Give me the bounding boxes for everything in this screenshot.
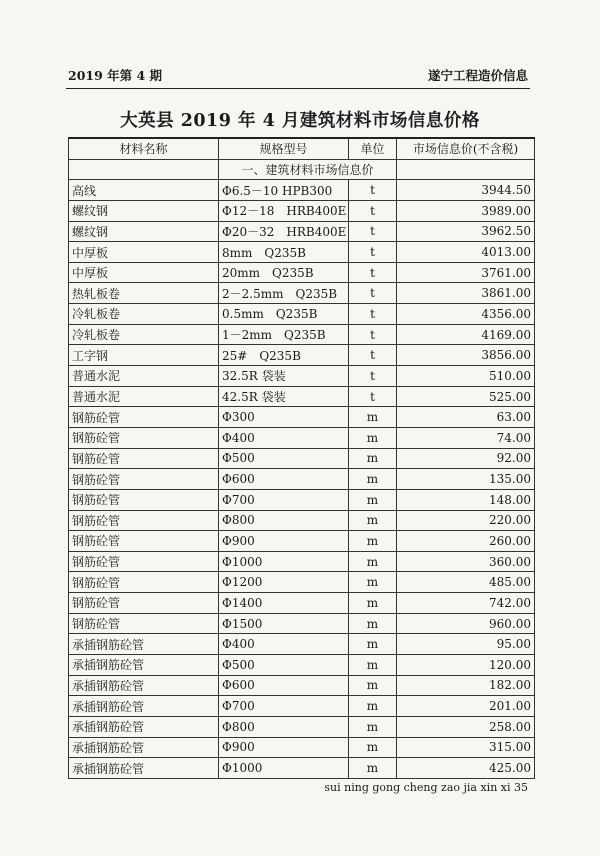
material-name: 承插钢筋砼管: [69, 655, 219, 676]
market-price: 3761.00: [397, 262, 535, 283]
material-name: 钢筋砼管: [69, 593, 219, 614]
spec-model: Φ500: [219, 448, 349, 469]
material-name: 中厚板: [69, 242, 219, 263]
table-row: [69, 696, 535, 717]
material-name: 承插钢筋砼管: [69, 716, 219, 737]
unit: m: [349, 572, 397, 593]
market-price: 4356.00: [397, 304, 535, 325]
page-footer: sui ning gong cheng zao jia xin xi 35: [324, 781, 528, 794]
material-name: 钢筋砼管: [69, 531, 219, 552]
table-row: [69, 634, 535, 655]
table-row: [69, 510, 535, 531]
spec-model: Φ400: [219, 427, 349, 448]
market-price: 74.00: [397, 427, 535, 448]
market-price: 525.00: [397, 386, 535, 407]
spec-model: Φ700: [219, 696, 349, 717]
market-price: 4013.00: [397, 242, 535, 263]
table-row: [69, 324, 535, 345]
market-price: 260.00: [397, 531, 535, 552]
unit: m: [349, 531, 397, 552]
market-price: 4169.00: [397, 324, 535, 345]
table-row: [69, 448, 535, 469]
market-price: 182.00: [397, 675, 535, 696]
unit: m: [349, 675, 397, 696]
table-row: [69, 283, 535, 304]
table-row: [69, 180, 535, 201]
issue-label: 2019 年第 4 期: [68, 68, 163, 83]
section-row: [69, 159, 535, 180]
publication-name: 遂宁工程造价信息: [427, 68, 528, 83]
table-row: [69, 716, 535, 737]
table-row: [69, 386, 535, 407]
col-header-price: 市场信息价(不含税): [397, 138, 535, 159]
spec-model: 20mm Q235B: [219, 262, 349, 283]
material-name: 承插钢筋砼管: [69, 696, 219, 717]
material-name: 承插钢筋砼管: [69, 675, 219, 696]
table-row: [69, 572, 535, 593]
market-price: 960.00: [397, 613, 535, 634]
header-rule: [66, 88, 530, 89]
table-row: [69, 531, 535, 552]
material-name: 普通水泥: [69, 366, 219, 387]
unit: m: [349, 593, 397, 614]
unit: t: [349, 200, 397, 221]
market-price: 258.00: [397, 716, 535, 737]
spec-model: Φ1500: [219, 613, 349, 634]
material-name: 承插钢筋砼管: [69, 737, 219, 758]
table-row: [69, 366, 535, 387]
market-price: 510.00: [397, 366, 535, 387]
unit: m: [349, 427, 397, 448]
col-header-unit: 单位: [349, 138, 397, 159]
material-name: 螺纹钢: [69, 200, 219, 221]
table-row: [69, 737, 535, 758]
market-price: 201.00: [397, 696, 535, 717]
unit: t: [349, 242, 397, 263]
table-row: [69, 655, 535, 676]
material-name: 钢筋砼管: [69, 489, 219, 510]
unit: m: [349, 716, 397, 737]
unit: t: [349, 345, 397, 366]
market-price: 220.00: [397, 510, 535, 531]
spec-model: Φ1000: [219, 551, 349, 572]
material-name: 钢筋砼管: [69, 572, 219, 593]
spec-model: Φ500: [219, 655, 349, 676]
section-title: 一、建筑材料市场信息价: [219, 159, 397, 180]
spec-model: Φ1400: [219, 593, 349, 614]
table-row: [69, 427, 535, 448]
table-row: [69, 469, 535, 490]
spec-model: Φ600: [219, 675, 349, 696]
market-price: 3861.00: [397, 283, 535, 304]
spec-model: Φ400: [219, 634, 349, 655]
unit: m: [349, 407, 397, 428]
unit: t: [349, 304, 397, 325]
material-name: 螺纹钢: [69, 221, 219, 242]
market-price: 3962.50: [397, 221, 535, 242]
material-name: 中厚板: [69, 262, 219, 283]
unit: m: [349, 696, 397, 717]
market-price: 742.00: [397, 593, 535, 614]
market-price: 3856.00: [397, 345, 535, 366]
market-price: 148.00: [397, 489, 535, 510]
spec-model: Φ700: [219, 489, 349, 510]
table-row: [69, 551, 535, 572]
market-price: 135.00: [397, 469, 535, 490]
unit: m: [349, 634, 397, 655]
table-row: [69, 304, 535, 325]
market-price: 360.00: [397, 551, 535, 572]
table-row: [69, 675, 535, 696]
unit: m: [349, 737, 397, 758]
material-name: 普通水泥: [69, 386, 219, 407]
table-row: [69, 489, 535, 510]
material-name: 承插钢筋砼管: [69, 634, 219, 655]
material-name: 钢筋砼管: [69, 448, 219, 469]
unit: t: [349, 283, 397, 304]
table-row: [69, 613, 535, 634]
market-price: 63.00: [397, 407, 535, 428]
material-name: 承插钢筋砼管: [69, 758, 219, 779]
table-row: [69, 407, 535, 428]
unit: t: [349, 324, 397, 345]
spec-model: Φ800: [219, 716, 349, 737]
unit: t: [349, 366, 397, 387]
unit: m: [349, 489, 397, 510]
market-price: 120.00: [397, 655, 535, 676]
price-table: [68, 137, 535, 779]
spec-model: Φ800: [219, 510, 349, 531]
unit: t: [349, 221, 397, 242]
unit: m: [349, 448, 397, 469]
table-row: [69, 242, 535, 263]
unit: m: [349, 469, 397, 490]
spec-model: Φ1000: [219, 758, 349, 779]
market-price: 3944.50: [397, 180, 535, 201]
material-name: 冷轧板卷: [69, 324, 219, 345]
material-name: 钢筋砼管: [69, 469, 219, 490]
material-name: 钢筋砼管: [69, 427, 219, 448]
table-row: [69, 758, 535, 779]
unit: m: [349, 758, 397, 779]
table-row: [69, 200, 535, 221]
market-price: 425.00: [397, 758, 535, 779]
table-header-row: [69, 138, 535, 159]
spec-model: Φ6.5－10 HPB300: [219, 180, 349, 201]
material-name: 热轧板卷: [69, 283, 219, 304]
material-name: 钢筋砼管: [69, 407, 219, 428]
spec-model: 42.5R 袋装: [219, 386, 349, 407]
market-price: 92.00: [397, 448, 535, 469]
page-title: 大英县 2019 年 4 月建筑材料市场信息价格: [120, 111, 480, 131]
material-name: 工字钢: [69, 345, 219, 366]
spec-model: Φ900: [219, 531, 349, 552]
unit: m: [349, 655, 397, 676]
spec-model: 32.5R 袋装: [219, 366, 349, 387]
spec-model: 0.5mm Q235B: [219, 304, 349, 325]
material-name: 钢筋砼管: [69, 613, 219, 634]
material-name: 钢筋砼管: [69, 551, 219, 572]
material-name: 冷轧板卷: [69, 304, 219, 325]
spec-model: Φ12－18 HRB400E: [219, 200, 349, 221]
spec-model: 25# Q235B: [219, 345, 349, 366]
spec-model: Φ900: [219, 737, 349, 758]
unit: t: [349, 180, 397, 201]
table-row: [69, 262, 535, 283]
material-name: 钢筋砼管: [69, 510, 219, 531]
unit: t: [349, 386, 397, 407]
price-table-body: [69, 159, 535, 778]
spec-model: 1－2mm Q235B: [219, 324, 349, 345]
market-price: 95.00: [397, 634, 535, 655]
col-header-name: 材料名称: [69, 138, 219, 159]
spec-model: Φ20－32 HRB400E: [219, 221, 349, 242]
market-price: 485.00: [397, 572, 535, 593]
table-row: [69, 593, 535, 614]
material-name: 高线: [69, 180, 219, 201]
unit: m: [349, 510, 397, 531]
spec-model: Φ1200: [219, 572, 349, 593]
unit: t: [349, 262, 397, 283]
market-price: 315.00: [397, 737, 535, 758]
unit: m: [349, 551, 397, 572]
market-price: 3989.00: [397, 200, 535, 221]
col-header-spec: 规格型号: [219, 138, 349, 159]
spec-model: 8mm Q235B: [219, 242, 349, 263]
spec-model: 2－2.5mm Q235B: [219, 283, 349, 304]
spec-model: Φ300: [219, 407, 349, 428]
spec-model: Φ600: [219, 469, 349, 490]
unit: m: [349, 613, 397, 634]
table-row: [69, 221, 535, 242]
table-row: [69, 345, 535, 366]
